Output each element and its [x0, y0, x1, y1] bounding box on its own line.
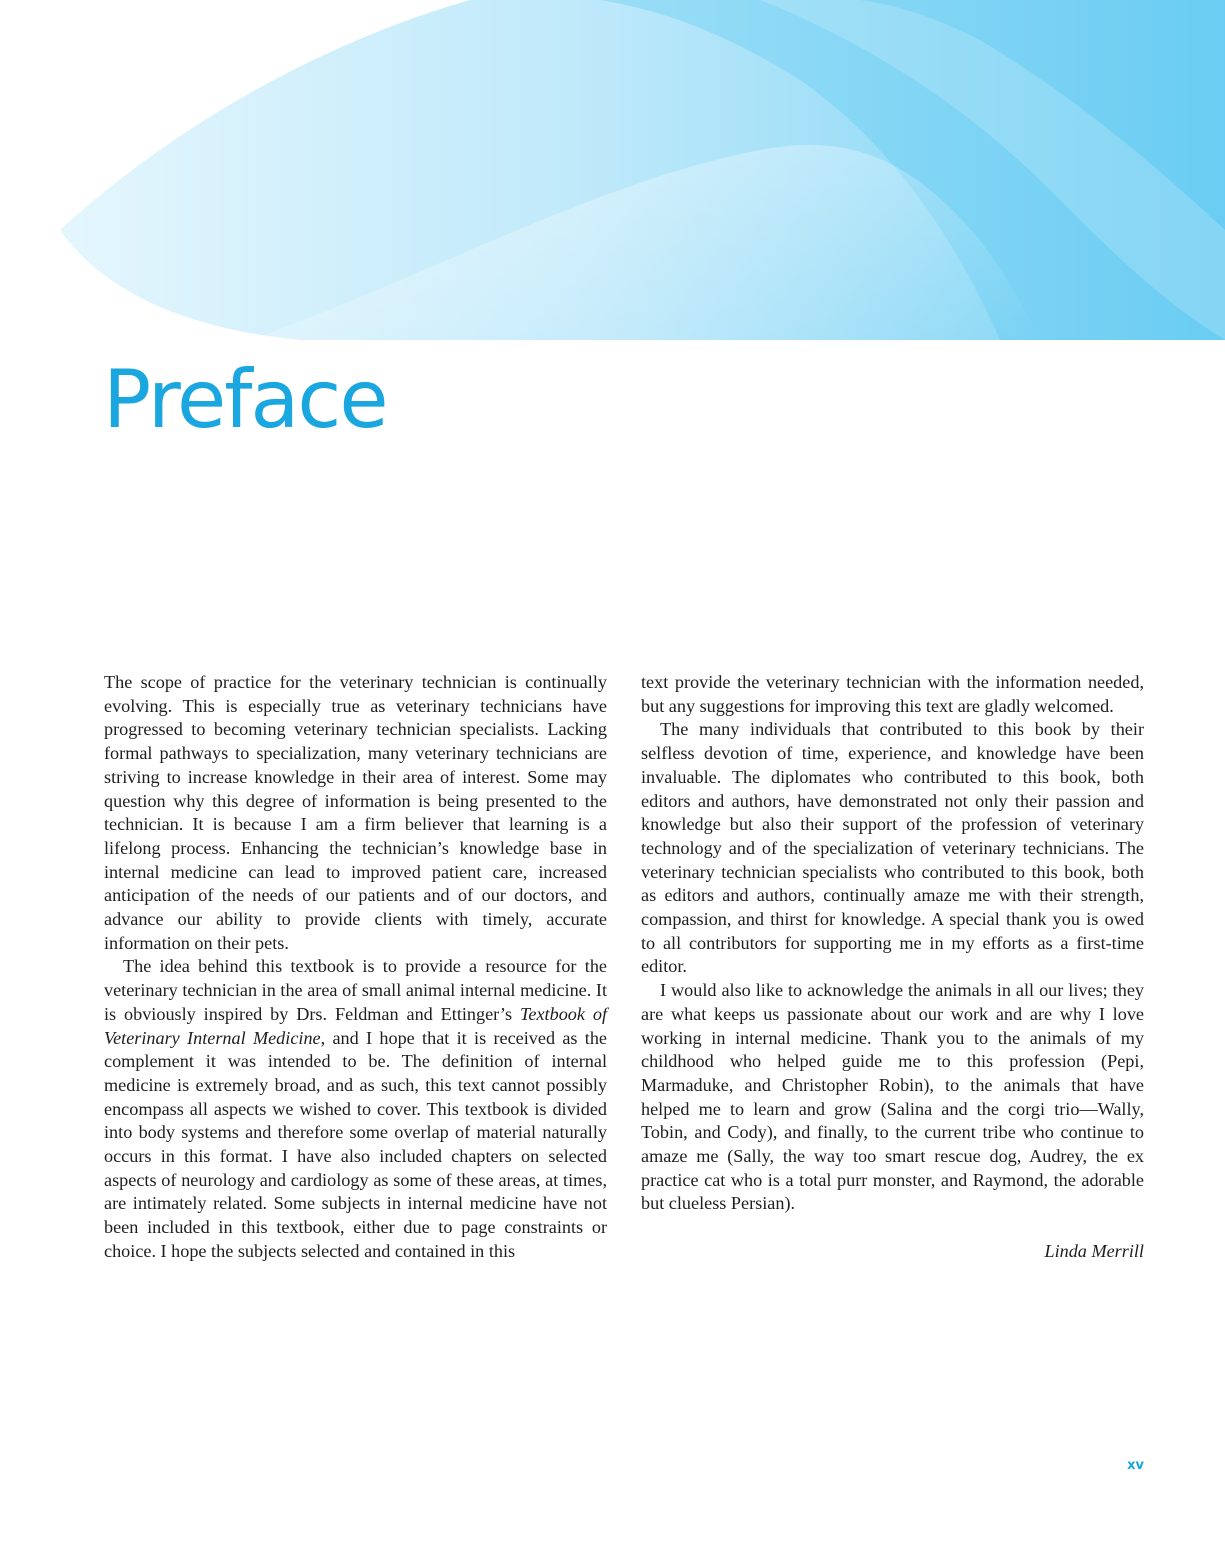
- book-title-italic: Textbook of Veterinary Internal Medicine: [104, 1003, 607, 1048]
- paragraph: text provide the veterinary technician with the information needed, but any suggestions for improving this text are gladly welcomed.: [641, 672, 1144, 716]
- paragraph: The many individuals that contributed to this book by their selfless devotion of time, experience, and knowledge have been invaluable. The diplomates who contributed to this book, both editors and authors, have demonstrated not only their passion and knowledge but also their support of the profession of veterinary technology and of the specialization of veterinary technicians. The veterinary technician specialists who contributed to this book, both as editors and authors, continually amaze me with their strength, compassion, and thirst for knowledge. A special thank you is owed to all contributors for supporting me in my efforts as a first-time editor.: [641, 719, 1144, 977]
- paragraph: The scope of practice for the veterinary technician is continually evolving. This is especially true as veterinary technicians have progressed to becoming veterinary technician specialists. Lacking formal pathways to specialization, many veterinary technicians are striving to increase knowledge in their area of interest. Some may question why this degree of information is being presented to the technician. It is because I am a firm believer that learning is a lifelong process. Enhancing the technician’s knowledge base in internal medicine can lead to improved patient care, increased anticipation of the needs of our patients and of our doctors, and advance our ability to provide clients with timely, accurate information on their pets.: [104, 672, 607, 953]
- wave-graphic: [0, 0, 1225, 340]
- paragraph-text: The idea behind this textbook is to provide a resource for the veterinary technician in the area of small animal internal medicine. It is obviously inspired by Drs. Feldman and Ettinger’s: [104, 956, 607, 1024]
- paragraph-text: , and I hope that it is received as the complement it was intended to be. The definition of internal medicine is extremely broad, and as such, this text cannot possibly encompass all aspects we wished to cover. This textbook is divided into body systems and therefore some overlap of material naturally occurs in this format. I have also included chapters on selected aspects of neurology and cardiology as some of these areas, at times, are intimately related. Some subjects in internal medicine have not been included in this textbook, either due to page constraints or choice. I hope the subjects selected and contained in this: [104, 1027, 608, 1261]
- author-signature: Linda Merrill: [1044, 1241, 1144, 1262]
- header-decorative-band: [0, 0, 1225, 340]
- paragraph: [104, 955, 607, 1263]
- text-column-right: [641, 671, 1144, 1264]
- text-column-left: [104, 671, 607, 1264]
- page-number: xv: [1127, 1458, 1144, 1473]
- paragraph: I would also like to acknowledge the animals in all our lives; they are what keeps us passionate about our work and are why I love working in internal medicine. Thank you to the animals of my childhood who helped guide me to this profession (Pepi, Marmaduke, and Christopher Robin), to the animals that have helped me to learn and grow (Salina and the corgi trio—Wally, Tobin, and Cody), and finally, to the current tribe who continue to amaze me (Sally, the way too smart rescue dog, Audrey, the ex practice cat who is a total purr monster, and Raymond, the adorable but clueless Persian).: [641, 980, 1144, 1214]
- page-title: Preface: [103, 353, 387, 446]
